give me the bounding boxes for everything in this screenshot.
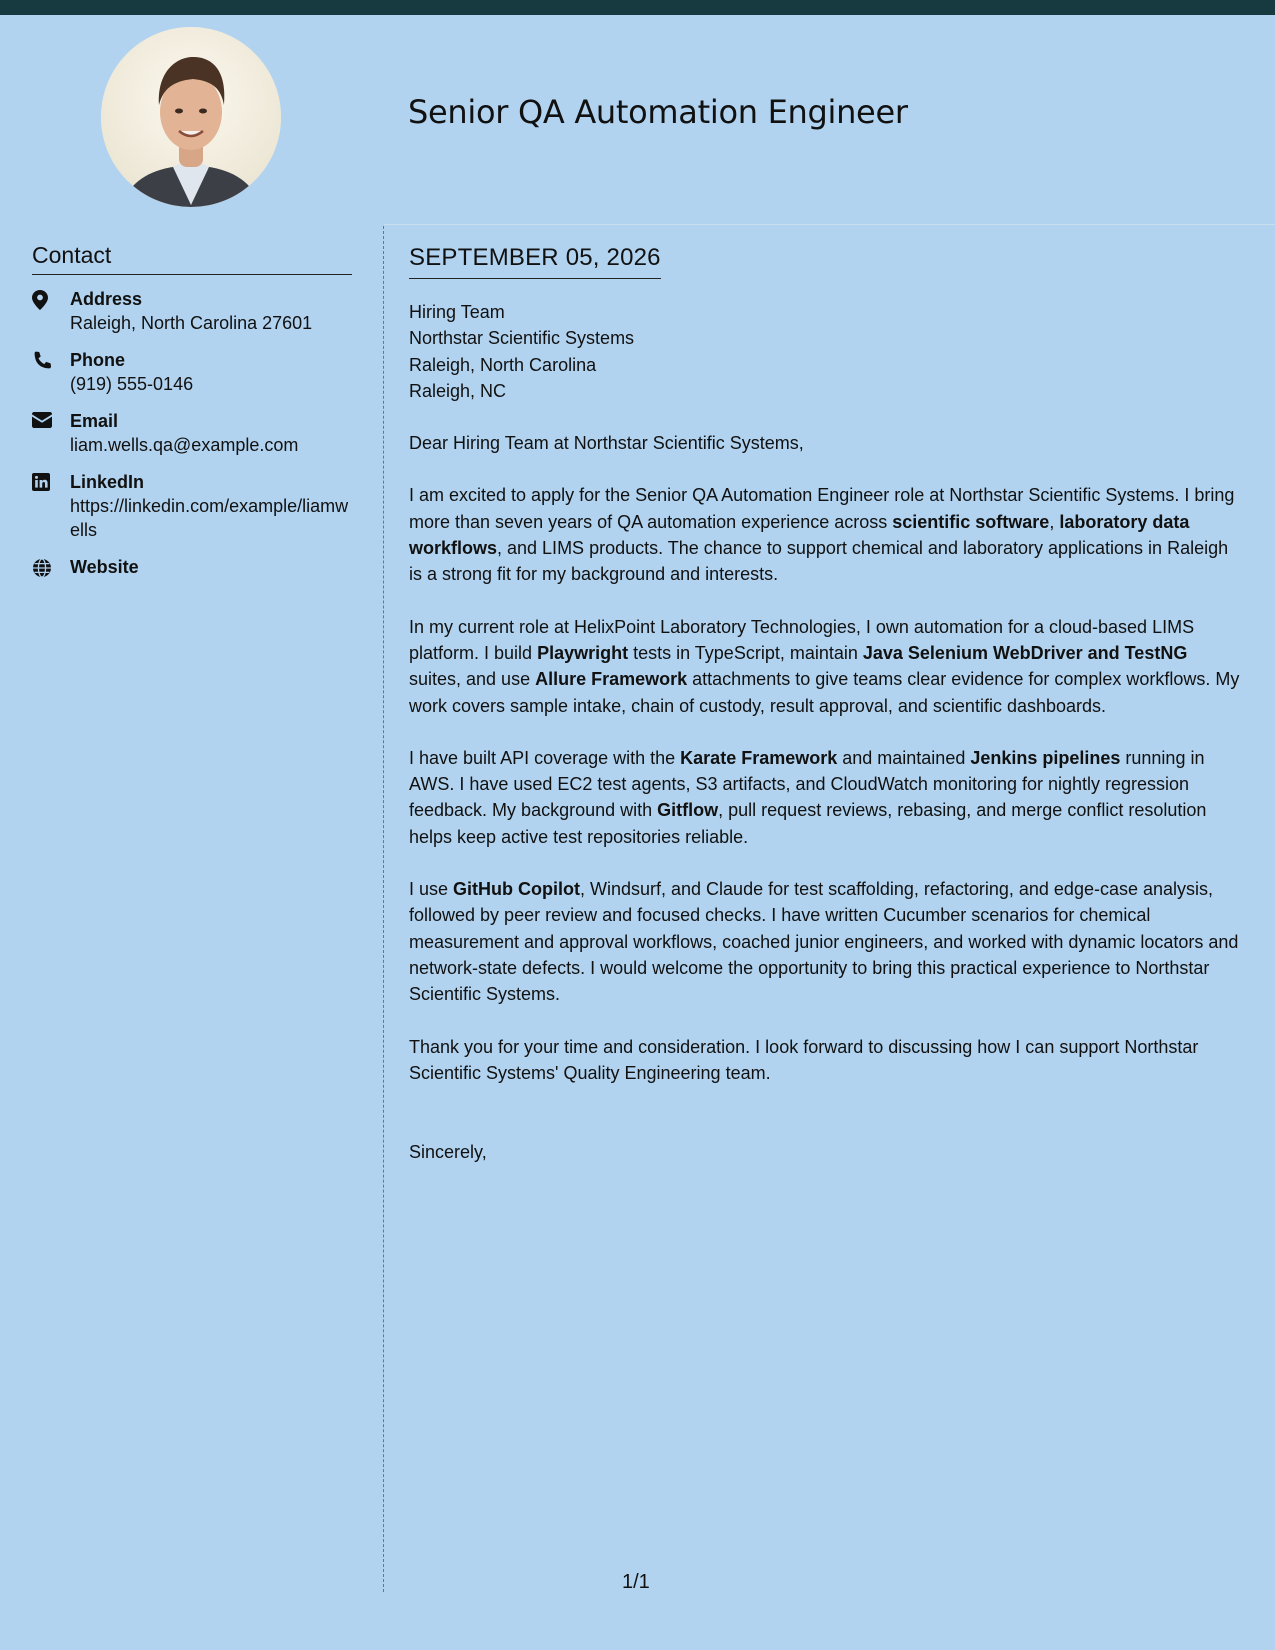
text-run: I have built API coverage with the bbox=[409, 747, 681, 768]
text-run: and maintained bbox=[837, 747, 971, 768]
emphasized-term: Java Selenium WebDriver and TestNG bbox=[862, 642, 1188, 663]
text-run: running in AWS. I have used EC2 test agents, S3 artifacts, and CloudWatch monitoring for nightly regression feedback. My background with bbox=[409, 747, 1205, 821]
column-divider bbox=[383, 226, 384, 1592]
contact-heading: Contact bbox=[32, 240, 352, 275]
profile-photo bbox=[101, 27, 281, 207]
recipient-line: Hiring Team bbox=[409, 302, 505, 322]
emphasized-term: Jenkins pipelines bbox=[970, 747, 1121, 768]
linkedin-icon bbox=[32, 470, 70, 491]
text-run: attachments to give teams clear evidence for complex workflows. My work covers sample intake, chain of custody, result approval, and scientific dashboards. bbox=[409, 669, 1240, 716]
top-accent-bar bbox=[0, 0, 1275, 15]
email-value[interactable]: liam.wells.qa@example.com bbox=[70, 435, 299, 455]
contact-label: Phone bbox=[70, 350, 126, 370]
salutation: Dear Hiring Team at Northstar Scientific Systems, bbox=[409, 433, 804, 454]
letter-date: SEPTEMBER 05, 2026 bbox=[409, 242, 661, 279]
contact-label: LinkedIn bbox=[70, 472, 145, 492]
recipient-block bbox=[409, 299, 1244, 404]
map-pin-icon bbox=[32, 287, 70, 310]
contact-item-phone bbox=[32, 348, 352, 396]
contact-item-email bbox=[32, 409, 352, 457]
emphasized-term: Gitflow bbox=[657, 800, 719, 821]
text-run: tests in TypeScript, maintain bbox=[628, 642, 863, 663]
linkedin-value[interactable]: https://linkedin.com/example/liamwells bbox=[70, 496, 349, 540]
cover-letter bbox=[409, 242, 1244, 1165]
envelope-icon bbox=[32, 409, 70, 428]
body-paragraph bbox=[409, 614, 1244, 719]
emphasized-term: scientific software bbox=[892, 511, 1050, 532]
body-paragraph bbox=[409, 876, 1244, 1007]
closing: Sincerely, bbox=[409, 1142, 487, 1163]
emphasized-term: Karate Framework bbox=[680, 747, 838, 768]
recipient-line: Raleigh, North Carolina bbox=[409, 354, 597, 375]
body-paragraph bbox=[409, 482, 1244, 587]
text-run: , Windsurf, and Claude for test scaffolding, refactoring, and edge-case analysis, followed by peer review and focused checks. I have written Cucumber scenarios for chemical measurement and approval workflows, coached junior engineers, and worked with dynamic locators and network-state defects. I would welcome the opportunity to bring this practical experience to Northstar Scientific Systems. bbox=[409, 879, 1239, 1005]
text-run: I use bbox=[409, 879, 454, 900]
contact-label: Website bbox=[70, 557, 139, 577]
contact-list bbox=[32, 287, 352, 579]
contact-label: Email bbox=[70, 411, 119, 431]
header-separator bbox=[384, 224, 1275, 225]
body-paragraph bbox=[409, 1034, 1244, 1087]
phone-value: (919) 555-0146 bbox=[70, 374, 194, 394]
recipient-line: Raleigh, NC bbox=[409, 380, 507, 401]
text-run: suites, and use bbox=[409, 669, 536, 690]
globe-icon bbox=[32, 555, 70, 578]
emphasized-term: Playwright bbox=[537, 642, 629, 663]
emphasized-term: laboratory data workflows bbox=[409, 511, 1190, 559]
body-paragraph bbox=[409, 745, 1244, 850]
text-run: , and LIMS products. The chance to support chemical and laboratory applications in Raleigh is a strong fit for my background and interests. bbox=[409, 538, 1229, 585]
page-indicator: 1/1 bbox=[622, 1571, 650, 1593]
text-run: Thank you for your time and consideration. I look forward to discussing how I can support Northstar Scientific Systems' Quality Engineering team. bbox=[409, 1036, 1199, 1083]
recipient-line: Northstar Scientific Systems bbox=[409, 328, 635, 349]
contact-label: Address bbox=[70, 289, 143, 309]
text-run: , pull request reviews, rebasing, and merge conflict resolution helps keep active test repositories reliable. bbox=[409, 800, 1207, 847]
text-run: , bbox=[1049, 511, 1060, 532]
contact-item-address bbox=[32, 287, 352, 335]
contact-sidebar bbox=[32, 240, 352, 592]
emphasized-term: GitHub Copilot bbox=[453, 879, 580, 900]
phone-icon bbox=[32, 348, 70, 371]
address-value: Raleigh, North Carolina 27601 bbox=[70, 313, 313, 333]
text-run: In my current role at HelixPoint Laboratory Technologies, I own automation for a cloud-based LIMS platform. I build bbox=[409, 616, 1195, 663]
job-title: Senior QA Automation Engineer bbox=[408, 93, 908, 131]
text-run: I am excited to apply for the Senior QA Automation Engineer role at Northstar Scientific Systems. I bring more than seven years of QA automation experience across bbox=[409, 485, 1235, 532]
contact-item-linkedin bbox=[32, 470, 352, 542]
contact-item-website bbox=[32, 555, 352, 579]
emphasized-term: Allure Framework bbox=[535, 669, 688, 690]
